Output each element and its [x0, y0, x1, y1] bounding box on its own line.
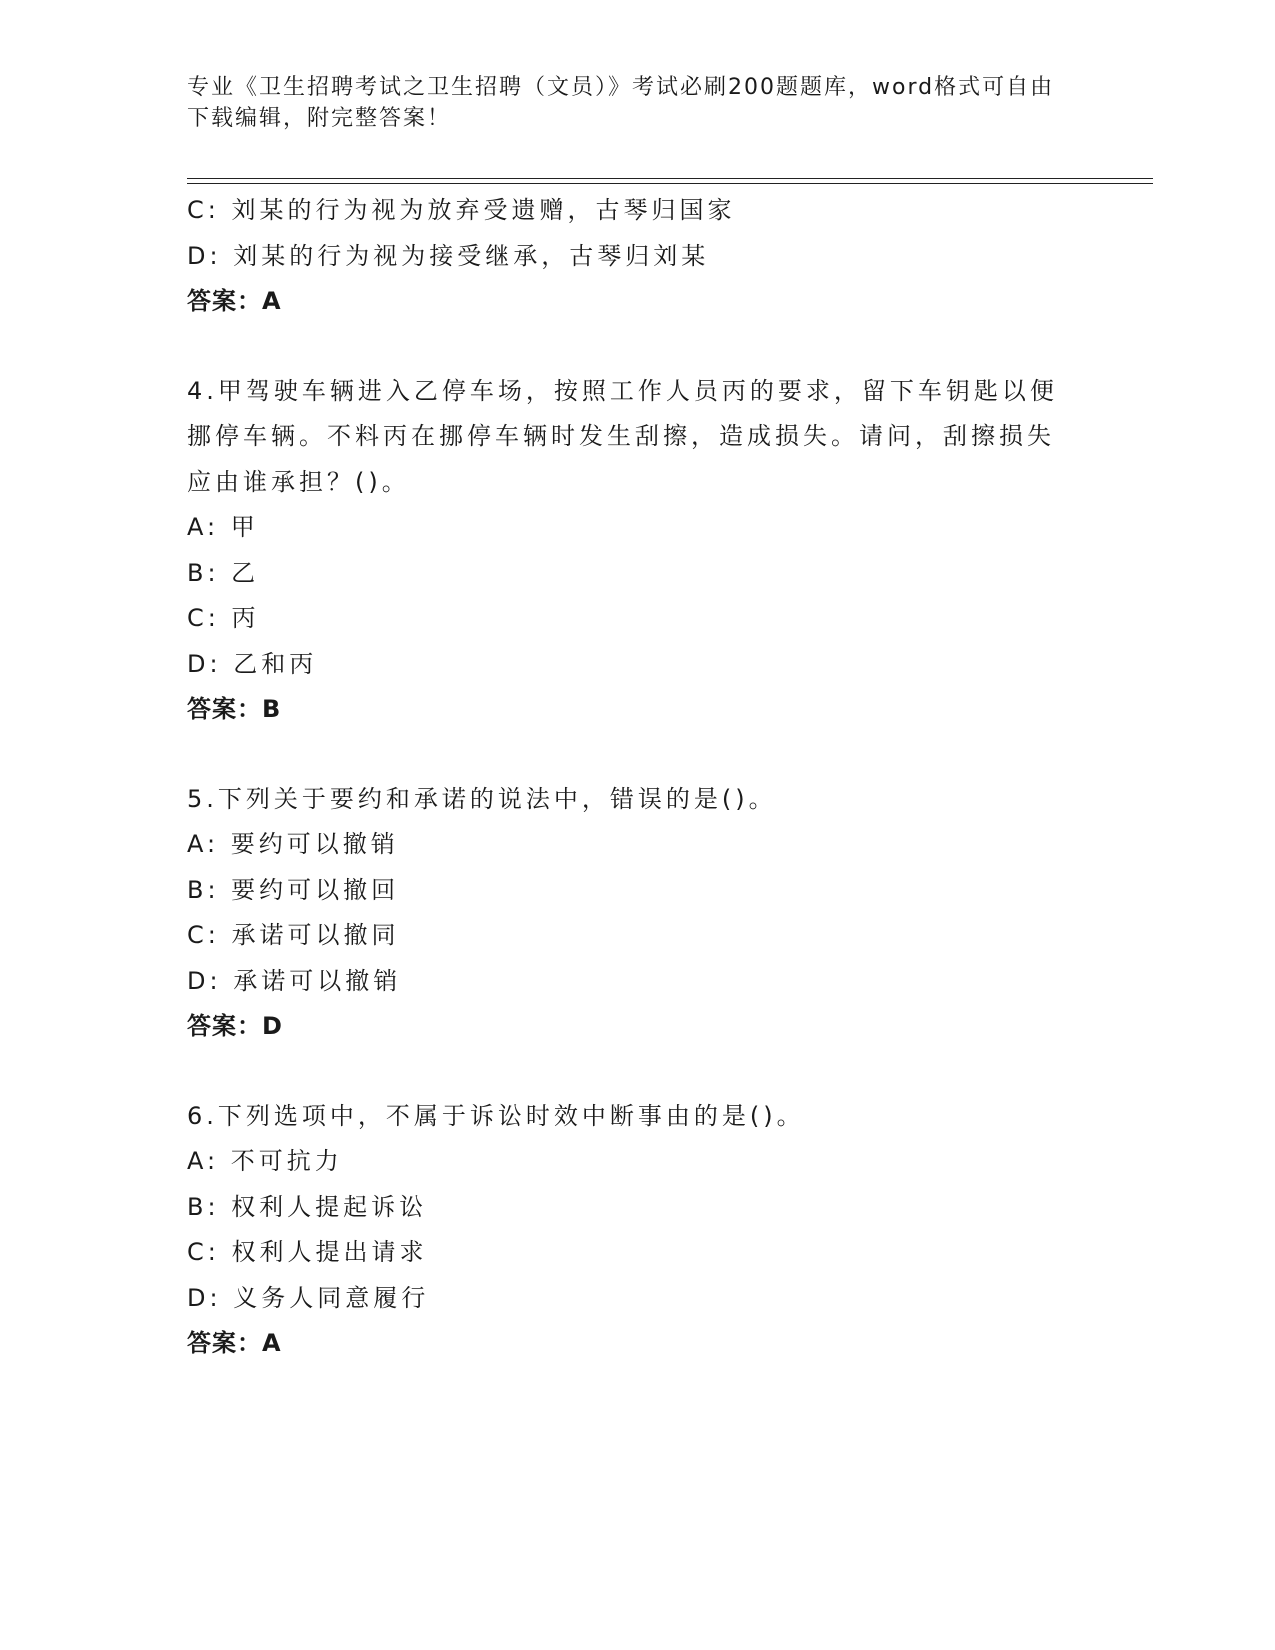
header-rule-bottom: [187, 183, 1153, 184]
option-a: A: 甲: [187, 513, 259, 541]
option-c: C: 刘某的行为视为放弃受遗赠，古琴归国家: [187, 196, 736, 224]
question-text: 4.甲驾驶车辆进入乙停车场，按照工作人员丙的要求，留下车钥匙以便挪停车辆。不料丙在挪停车辆时发生刮擦，造成损失。请问，刮擦损失应由谁承担？()。: [187, 376, 1058, 496]
answer-line: 答案：B: [187, 695, 282, 723]
option-b: B: 乙: [187, 558, 260, 587]
question-5: [187, 777, 1067, 1050]
header-rule-top: [187, 178, 1153, 179]
option-d: D: 乙和丙: [187, 649, 318, 678]
document-header: 专业《卫生招聘考试之卫生招聘（文员）》考试必刷200题题库，word格式可自由下载编辑，附完整答案！: [187, 75, 1055, 131]
option-c: C: 丙: [187, 604, 260, 632]
option-d: D: 义务人同意履行: [187, 1283, 430, 1312]
question-4: [187, 369, 1067, 733]
continued-question: [187, 188, 1067, 325]
option-d: D: 承诺可以撤销: [187, 966, 402, 995]
question-text: 5.下列关于要约和承诺的说法中，错误的是()。: [187, 784, 777, 813]
option-c: C: 权利人提出请求: [187, 1238, 428, 1266]
option-a: A: 不可抗力: [187, 1147, 343, 1175]
spacer: [187, 325, 1067, 369]
option-b: B: 权利人提起诉讼: [187, 1192, 428, 1221]
answer-line: 答案：A: [187, 287, 282, 315]
option-d: D: 刘某的行为视为接受继承，古琴归刘某: [187, 241, 710, 270]
option-b: B: 要约可以撤回: [187, 875, 400, 904]
question-text: 6.下列选项中，不属于诉讼时效中断事由的是()。: [187, 1101, 805, 1130]
question-6: [187, 1094, 1067, 1367]
question-content: [187, 188, 1067, 1367]
spacer: [187, 733, 1067, 777]
answer-line: 答案：D: [187, 1012, 283, 1040]
spacer: [187, 1050, 1067, 1094]
option-a: A: 要约可以撤销: [187, 830, 399, 858]
answer-line: 答案：A: [187, 1329, 282, 1357]
option-c: C: 承诺可以撤同: [187, 921, 400, 949]
